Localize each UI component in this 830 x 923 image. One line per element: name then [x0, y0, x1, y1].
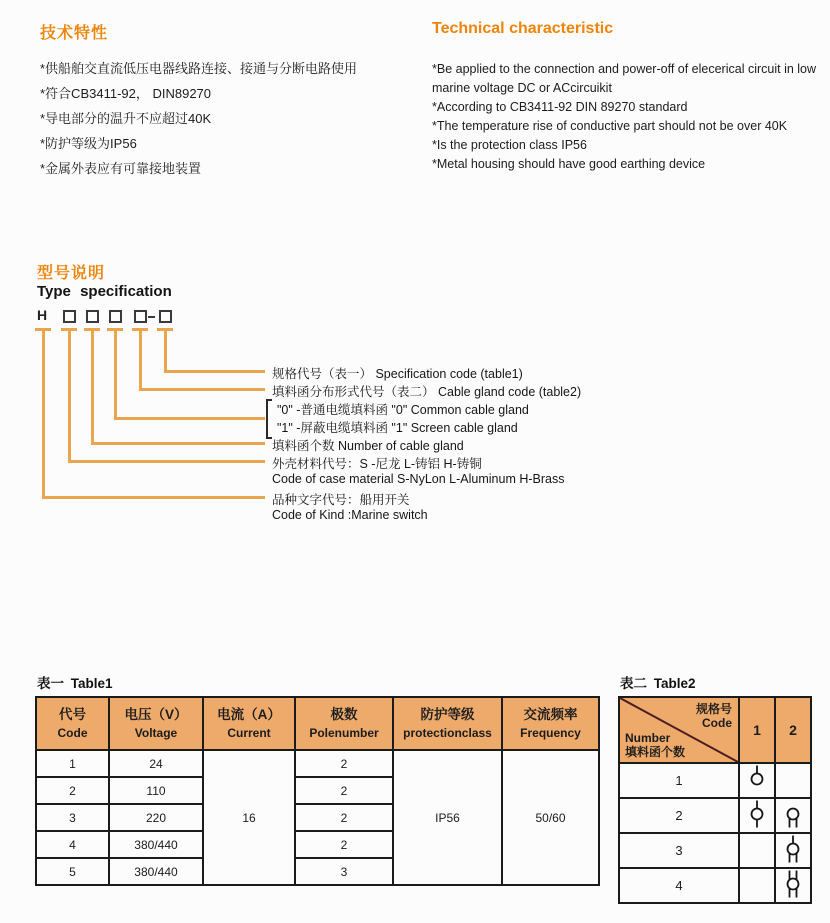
header-en: Frequency [520, 726, 581, 740]
table1-cell-poles: 2 [295, 804, 393, 831]
callout-label-option-1: "1" -屏蔽电缆填料函 "1" Screen cable gland [277, 421, 518, 435]
table2-header-number [625, 731, 685, 759]
table1-cell-poles: 2 [295, 750, 393, 777]
tech-bullet-cn: *符合CB3411-92， DIN89270 [40, 86, 212, 101]
model-field-box [86, 310, 99, 323]
callout-line-options [114, 417, 265, 420]
table1-header-current [203, 697, 295, 750]
callout-label-material-en: Code of case material S-NyLon L-Aluminum H-Brass [272, 472, 565, 486]
header-en: Current [227, 726, 271, 740]
tech-bullet-cn: *金属外表应有可靠接地装置 [40, 161, 202, 176]
table2-title: 表二 Table2 [620, 676, 696, 691]
table-row [619, 868, 811, 903]
table1-cell-voltage: 380/440 [109, 831, 203, 858]
table2-cell-glyph [775, 763, 811, 798]
table2-header-code [696, 702, 732, 730]
header-en: Voltage [134, 726, 178, 740]
table1-cell-code: 3 [36, 804, 109, 831]
cable-gland-arrangement-icon [745, 799, 769, 829]
tech-bullet-en: *Be applied to the connection and power-off of elecerical circuit in low marine voltage DC or ACcircuikit [432, 62, 817, 95]
callout-line-kind [42, 496, 265, 499]
table2-cell-number: 3 [619, 833, 739, 868]
glyph-slot [781, 869, 805, 899]
tech-bullet-en: *According to CB3411-92 DIN 89270 standard [432, 100, 688, 114]
header-cn: 电压（V） [124, 707, 188, 722]
table2-cell-glyph [739, 763, 775, 798]
table1-header-poles [295, 697, 393, 750]
table-row [619, 798, 811, 833]
model-field-box [159, 310, 172, 323]
table2-cell-glyph [739, 833, 775, 868]
cable-gland-arrangement-icon [781, 834, 805, 864]
tech-bullets-cn [40, 56, 435, 181]
table1-cell-code: 4 [36, 831, 109, 858]
table1-cell-code: 1 [36, 750, 109, 777]
tech-bullet-cn: *供船舶交直流低压电器线路连接、接通与分断电路使用 [40, 61, 358, 76]
section-tech-en [432, 20, 613, 38]
table2-header-diagonal [619, 697, 739, 763]
table1-title: 表一 Table1 [37, 676, 113, 691]
tech-bullet-en: *Metal housing should have good earthing device [432, 157, 706, 171]
table-row [619, 833, 811, 868]
table1-cell-poles: 2 [295, 831, 393, 858]
table1-cell-voltage: 220 [109, 804, 203, 831]
table1-cell-voltage: 110 [109, 777, 203, 804]
table-row [36, 750, 599, 777]
header-cn: 电流（A） [217, 707, 281, 722]
callout-label-count: 填料函个数 Number of cable gland [272, 439, 464, 453]
table2-header-col2: 2 [775, 697, 811, 763]
model-dash [148, 316, 155, 318]
section-tech-cn [40, 20, 108, 43]
header-en: Code [702, 716, 732, 730]
callout-label-gland: 填料函分布形式代号（表二） Cable gland code (table2) [272, 385, 582, 399]
table1-specifications [35, 696, 600, 886]
model-field-box [134, 310, 147, 323]
callout-line-gland [139, 330, 142, 390]
callout-label-kind-cn: 品种文字代号：船用开关 [272, 493, 410, 507]
tech-bullets-en [432, 60, 828, 174]
table1-cell-poles: 3 [295, 858, 393, 885]
table-row [619, 763, 811, 798]
callout-label-kind-en: Code of Kind :Marine switch [272, 508, 428, 522]
table2-cell-number: 1 [619, 763, 739, 798]
table2-cell-glyph [775, 798, 811, 833]
table2-cell-number: 2 [619, 798, 739, 833]
tech-bullet-en: *The temperature rise of conductive part should not be over 40K [432, 119, 788, 133]
callout-label-spec: 规格代号（表一） Specification code (table1) [272, 367, 523, 381]
callout-label-material-cn: 外壳材料代号：S -尼龙 L-铸铝 H-铸铜 [272, 457, 482, 471]
callout-line-material [68, 330, 71, 462]
cable-gland-arrangement-icon [781, 869, 805, 899]
table2-cell-glyph [775, 868, 811, 903]
table1-cell-frequency: 50/60 [502, 750, 599, 885]
tech-bullet-cn: *导电部分的温升不应超过40K [40, 111, 212, 126]
table2-cell-glyph [775, 833, 811, 868]
header-cn: 交流频率 [523, 707, 578, 722]
glyph-slot [781, 834, 805, 864]
callout-line-kind [42, 330, 45, 498]
table1-cell-voltage: 24 [109, 750, 203, 777]
table2-cable-gland [618, 696, 812, 904]
header-cn: 代号 [59, 707, 86, 722]
table2-cell-number: 4 [619, 868, 739, 903]
callout-line-material [68, 460, 265, 463]
callout-line-count [91, 442, 265, 445]
tech-bullet-cn: *防护等级为IP56 [40, 136, 137, 151]
options-bracket [266, 399, 272, 439]
table1-header-protection [393, 697, 502, 750]
tech-title-cn: 技术特性 [40, 25, 109, 42]
table1-cell-voltage: 380/440 [109, 858, 203, 885]
header-cn: 极数 [330, 707, 358, 722]
type-spec-title-cn: 型号说明 [37, 265, 106, 282]
table2-header-col1: 1 [739, 697, 775, 763]
model-prefix: H [37, 307, 48, 323]
header-cn: 规格号 [695, 702, 732, 716]
callout-line-count [91, 330, 94, 444]
table2-cell-glyph [739, 868, 775, 903]
table1-cell-code: 5 [36, 858, 109, 885]
model-field-box [63, 310, 76, 323]
table1-cell-current: 16 [203, 750, 295, 885]
header-en: protectionclass [403, 726, 492, 740]
tech-title-en: Technical characteristic [432, 20, 614, 37]
callout-line-options [114, 330, 117, 419]
callout-label-option-0: "0" -普通电缆填料函 "0" Common cable gland [277, 403, 529, 417]
glyph-slot [745, 799, 769, 829]
header-en: Code [57, 726, 88, 740]
callout-line-gland [139, 388, 265, 391]
table1-cell-protection: IP56 [393, 750, 502, 885]
callout-line-spec [164, 330, 167, 372]
table1-header-frequency [502, 697, 599, 750]
table2-cell-glyph [739, 798, 775, 833]
header-cn: 填料函个数 [625, 745, 686, 759]
table1-cell-poles: 2 [295, 777, 393, 804]
glyph-slot [745, 764, 769, 794]
header-en: Polenumber [309, 726, 379, 740]
cable-gland-arrangement-icon [745, 764, 769, 794]
glyph-slot [781, 799, 805, 829]
table1-cell-code: 2 [36, 777, 109, 804]
type-spec-title-en: Type specification [37, 283, 172, 300]
cable-gland-arrangement-icon [781, 799, 805, 829]
table1-header-code [36, 697, 109, 750]
header-cn: 防护等级 [420, 707, 475, 722]
table1-header-voltage [109, 697, 203, 750]
callout-line-spec [164, 370, 265, 373]
tech-bullet-en: *Is the protection class IP56 [432, 138, 587, 152]
header-en: Number [625, 731, 671, 745]
model-field-box [109, 310, 122, 323]
